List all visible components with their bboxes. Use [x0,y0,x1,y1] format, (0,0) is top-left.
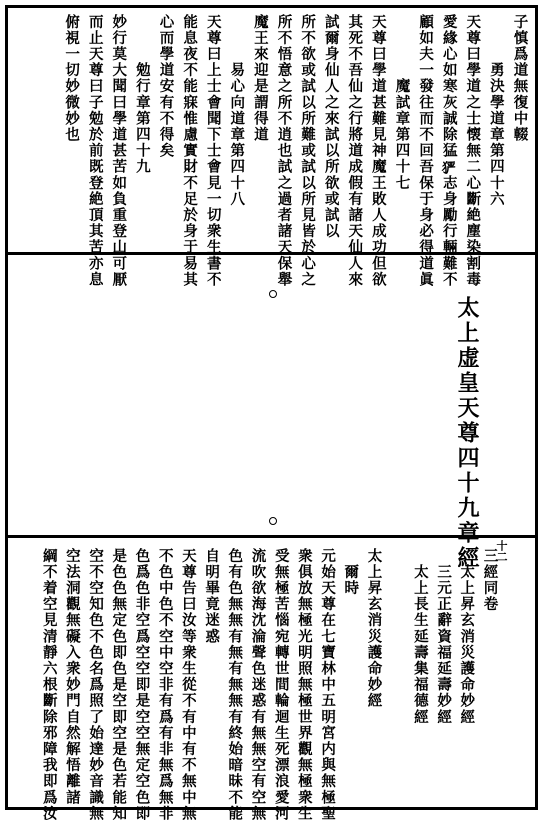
top-text-column: 魔試章第四十七 [393,14,411,192]
page-number: 十二 [495,540,508,562]
top-text-column: 其死不吾仙之行將道成假有諸天仙人來 [346,14,364,288]
top-text-column: 子慎爲道無復中輟 [511,14,529,143]
top-text-column: 而止天尊曰子勉於前既登絶頂其苦亦息 [86,14,104,288]
top-text-column: 心而學道安有不得矣 [157,14,175,159]
bottom-text-column: 不色中色不空中空非有爲有非無爲無非 [156,548,174,822]
top-text-column: 魔王來迎是謂得道 [251,14,269,143]
bottom-text-column: 流吹欲海沈淪聲色迷惑有無無空有空無 [249,548,267,822]
top-text-column: 妙行莫大聞曰學道甚苦如負重登山可厭 [110,14,128,288]
bottom-text-column: 衆俱放無極光明照無極世界觀無極衆生 [295,548,313,822]
bottom-text-column: 綱不着空見清靜六根斷除邪障我即爲汝 [40,548,58,822]
binding-hole-top [269,290,277,298]
bottom-text-column: 自明畢竟迷惑 [203,548,221,645]
bottom-text-column: 空不空知色不色名爲照了始達妙音識無 [87,548,105,822]
top-text-column: 所不欲或試以所難或試以所見皆於心之 [299,14,317,288]
bottom-text-column: 三元正辭資福延壽妙經 [435,548,453,726]
top-text-column: 所不悟意之所不逍也試之過者諸天保舉 [275,14,293,288]
top-text-column: 天尊曰學道之士懐無二心斷絶塵染割毒 [464,14,482,288]
top-text-column: 易心向道章第四十八 [228,14,246,208]
bottom-text-column: 三經同卷 [481,548,499,613]
bottom-text-column: 是色色無定色即色是空即空是色若能知 [110,548,128,822]
bottom-text-column: 太上昇玄消災護命妙經 [365,548,383,709]
top-text-column: 天尊曰學道甚難見神魔王敗人成功但欲 [369,14,387,288]
top-text-column: 俯視一切妙微妙也 [63,14,81,143]
bottom-text-column: 空法洞觀無礙入衆妙門自然解悟離諸 [63,548,81,806]
bottom-text-column: 元始天尊在七寶林中五明宮内與無極聖 [319,548,337,822]
bottom-text-column: 太上長生延壽集福德經 [411,548,429,726]
bottom-text-column: 太上昇玄消災護命妙經 [458,548,476,726]
binding-hole-bottom [269,517,277,525]
top-text-column: 能息夜不能寐惟慮實財不足於身于易其 [181,14,199,288]
bottom-text-column: 色有色無無有無有無無有終始暗昧不能 [226,548,244,822]
top-text-column: 顧如夫一發往而不回吾保于身必得道眞 [417,14,435,288]
top-text-column: 天尊曰上士會聞下士會見一切衆生書不 [204,14,222,288]
top-text-column: 勉行章第四十九 [133,14,151,175]
bottom-text-column: 爾時 [342,548,360,597]
bottom-text-column: 天尊告曰汝等衆生從不有中有不無中無 [179,548,197,822]
top-text-column: 勇決學道章第四十六 [487,14,505,208]
top-text-column: 愛緣心如寒灰誠除猛𤞤志身勵行輛難不 [440,14,458,288]
top-text-column: 試爾身仙人之來試以所欲或試以 [322,14,340,240]
scripture-title: 太上虚皇天尊四十九章經 [454,296,480,571]
bottom-text-column: 受無極苦惱宛轉世間輪迴生死漂浪愛河 [272,548,290,822]
bottom-text-column: 色爲色非空爲空空即是空空無定空色即 [133,548,151,822]
